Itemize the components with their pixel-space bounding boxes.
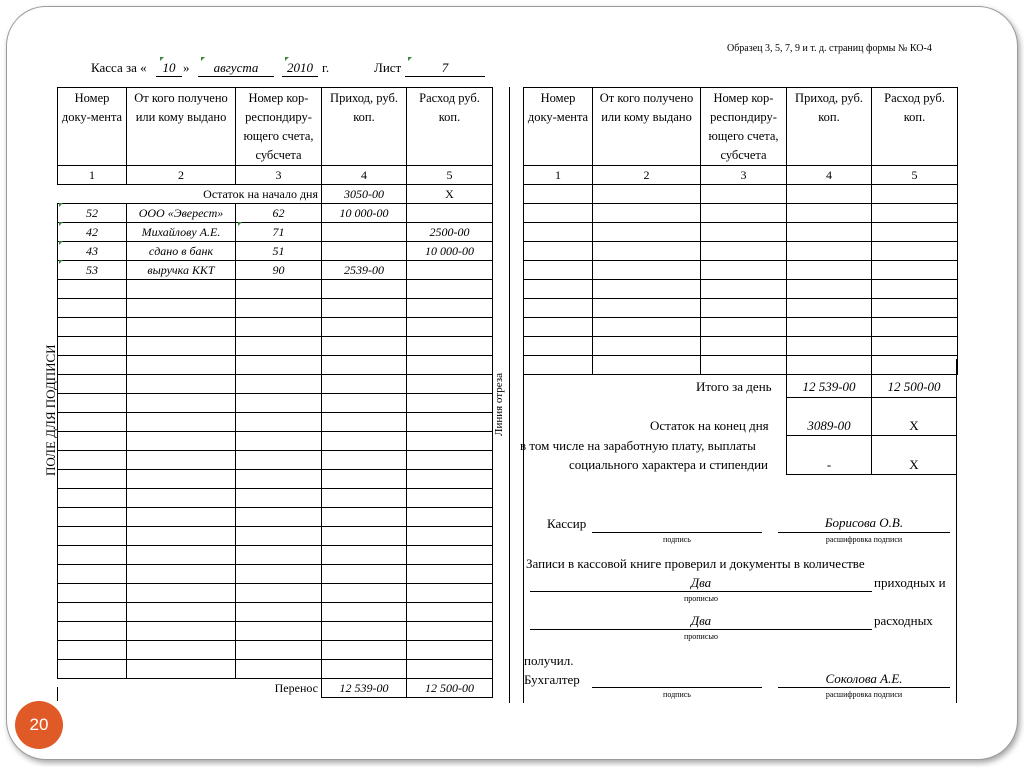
words-caption: прописью (683, 632, 719, 641)
row-doc: 43 (58, 242, 127, 261)
row-income (322, 242, 407, 261)
empty-cell (787, 185, 872, 204)
empty-cell (593, 204, 701, 223)
received-text: получил. (524, 653, 574, 668)
row-who: выручка ККТ (127, 261, 236, 280)
empty-cell (701, 280, 787, 299)
empty-cell (407, 356, 493, 375)
empty-cell (701, 261, 787, 280)
empty-row (58, 622, 493, 641)
empty-row (58, 546, 493, 565)
empty-row (58, 565, 493, 584)
empty-cell (322, 394, 407, 413)
empty-cell (322, 280, 407, 299)
empty-cell (787, 242, 872, 261)
empty-cell (236, 641, 322, 660)
empty-cell (127, 451, 236, 470)
empty-cell (524, 299, 593, 318)
empty-cell (872, 280, 958, 299)
empty-cell (872, 356, 958, 375)
empty-cell (407, 527, 493, 546)
table-row (58, 204, 493, 223)
empty-cell (701, 242, 787, 261)
empty-cell (407, 337, 493, 356)
empty-row (58, 337, 493, 356)
right-empty-rows (524, 185, 958, 375)
empty-cell (593, 261, 701, 280)
empty-cell (322, 546, 407, 565)
header-month: августа (198, 60, 274, 77)
empty-cell (407, 565, 493, 584)
empty-cell (127, 375, 236, 394)
empty-cell (407, 432, 493, 451)
empty-cell (787, 223, 872, 242)
col-header-doc: Номер доку-мента (58, 88, 127, 166)
empty-cell (872, 185, 958, 204)
empty-cell (127, 356, 236, 375)
empty-row (524, 337, 958, 356)
empty-cell (701, 318, 787, 337)
empty-cell (407, 413, 493, 432)
header-day: 10 (156, 60, 182, 77)
empty-cell (407, 394, 493, 413)
closing-label: Остаток на конец дня (650, 418, 769, 433)
empty-cell (127, 489, 236, 508)
empty-cell (58, 622, 127, 641)
empty-cell (407, 622, 493, 641)
col-number: 4 (322, 166, 407, 185)
empty-cell (524, 204, 593, 223)
empty-cell (593, 223, 701, 242)
row-who: ООО «Эверест» (127, 204, 236, 223)
empty-cell (322, 565, 407, 584)
empty-cell (872, 318, 958, 337)
decode-caption: расшифровка подписи (825, 535, 903, 544)
empty-row (58, 394, 493, 413)
total-income: 12 539-00 (802, 379, 856, 394)
empty-cell (872, 299, 958, 318)
empty-cell (127, 470, 236, 489)
empty-cell (701, 337, 787, 356)
row-doc: 42 (58, 223, 127, 242)
right-cash-table (523, 87, 958, 375)
signature-field-label: ПОЛЕ ДЛЯ ПОДПИСИ (43, 344, 58, 476)
empty-cell (593, 280, 701, 299)
empty-cell (236, 356, 322, 375)
empty-cell (236, 318, 322, 337)
empty-cell (58, 299, 127, 318)
empty-row (58, 641, 493, 660)
empty-cell (524, 185, 593, 204)
empty-cell (127, 527, 236, 546)
checked-text: Записи в кассовой книге проверил и документы в количестве (526, 556, 865, 571)
incoming-suffix: приходных и (874, 575, 946, 590)
empty-cell (407, 280, 493, 299)
table-row (58, 223, 493, 242)
total-expense: 12 500-00 (887, 379, 941, 394)
col-header-account: Номер кор-респондиру-ющего счета, субсчета (701, 88, 787, 166)
empty-cell (407, 641, 493, 660)
empty-row (58, 356, 493, 375)
empty-cell (322, 337, 407, 356)
empty-cell (407, 546, 493, 565)
row-account: 71 (236, 223, 322, 242)
header-year-suffix: г. (322, 60, 330, 75)
accountant-name: Соколова А.Е. (825, 671, 903, 686)
row-account: 90 (236, 261, 322, 280)
empty-cell (322, 318, 407, 337)
empty-cell (407, 508, 493, 527)
row-doc: 53 (58, 261, 127, 280)
col-number: 5 (872, 166, 958, 185)
header-year: 2010 (282, 60, 318, 77)
table-row (58, 242, 493, 261)
row-doc: 52 (58, 204, 127, 223)
empty-cell (322, 356, 407, 375)
cut-line-label: Линия отреза (493, 373, 505, 436)
empty-cell (127, 641, 236, 660)
empty-cell (322, 660, 407, 679)
empty-cell (593, 185, 701, 204)
empty-row (58, 508, 493, 527)
col-number: 3 (236, 166, 322, 185)
col-number: 5 (407, 166, 493, 185)
row-account: 51 (236, 242, 322, 261)
col-header-income: Приход, руб. коп. (787, 88, 872, 166)
empty-row (58, 318, 493, 337)
salary-label-line1: в том числе на заработную плату, выплаты (520, 438, 756, 453)
empty-row (58, 280, 493, 299)
empty-cell (593, 356, 701, 375)
empty-cell (236, 451, 322, 470)
empty-cell (872, 204, 958, 223)
empty-cell (787, 299, 872, 318)
col-number: 3 (701, 166, 787, 185)
signature-caption: подпись (663, 535, 691, 544)
incoming-count: Два (690, 575, 712, 590)
outgoing-count: Два (690, 613, 712, 628)
cashier-name: Борисова О.В. (824, 515, 904, 530)
empty-row (524, 204, 958, 223)
empty-cell (58, 660, 127, 679)
empty-cell (701, 185, 787, 204)
decode-caption: расшифровка подписи (825, 690, 903, 699)
empty-cell (236, 489, 322, 508)
empty-cell (322, 299, 407, 318)
empty-cell (127, 280, 236, 299)
empty-cell (236, 394, 322, 413)
col-header-account: Номер кор-респондиру-ющего счета, субсчета (236, 88, 322, 166)
empty-cell (58, 489, 127, 508)
empty-cell (236, 375, 322, 394)
empty-cell (524, 261, 593, 280)
closing-income: 3089-00 (807, 418, 851, 433)
col-number: 1 (58, 166, 127, 185)
carry-income: 12 539-00 (322, 679, 407, 698)
empty-cell (127, 432, 236, 451)
empty-cell (236, 337, 322, 356)
header-close-quote: » (183, 60, 190, 75)
empty-cell (127, 622, 236, 641)
empty-cell (58, 565, 127, 584)
carry-expense: 12 500-00 (407, 679, 493, 698)
empty-cell (524, 280, 593, 299)
empty-row (58, 603, 493, 622)
left-cash-table (57, 87, 493, 698)
empty-cell (236, 508, 322, 527)
empty-cell (872, 261, 958, 280)
empty-cell (58, 546, 127, 565)
empty-cell (127, 565, 236, 584)
empty-row (58, 299, 493, 318)
opening-expense: X (407, 185, 493, 204)
table-row (58, 261, 493, 280)
empty-row (524, 280, 958, 299)
empty-cell (127, 413, 236, 432)
empty-cell (407, 584, 493, 603)
sheet-number: 7 (405, 60, 485, 77)
empty-cell (58, 375, 127, 394)
slide-number-badge: 20 (15, 701, 63, 749)
opening-income: 3050-00 (322, 185, 407, 204)
empty-row (524, 185, 958, 204)
outgoing-suffix: расходных (874, 613, 933, 628)
empty-cell (593, 299, 701, 318)
empty-cell (127, 546, 236, 565)
empty-cell (58, 394, 127, 413)
empty-cell (524, 356, 593, 375)
row-who: сдано в банк (127, 242, 236, 261)
empty-row (58, 432, 493, 451)
empty-cell (322, 641, 407, 660)
empty-cell (872, 242, 958, 261)
empty-cell (127, 337, 236, 356)
left-empty-rows (58, 280, 493, 679)
empty-cell (58, 508, 127, 527)
empty-cell (58, 337, 127, 356)
salary-expense: X (909, 457, 919, 472)
cashier-label: Кассир (547, 516, 587, 531)
total-label: Итого за день (696, 379, 772, 394)
empty-cell (407, 318, 493, 337)
salary-label-line2: социального характера и стипендии (569, 457, 769, 472)
empty-cell (236, 432, 322, 451)
empty-cell (236, 280, 322, 299)
empty-cell (58, 451, 127, 470)
empty-row (58, 527, 493, 546)
empty-row (58, 584, 493, 603)
row-account: 62 (236, 204, 322, 223)
empty-row (58, 489, 493, 508)
empty-row (524, 242, 958, 261)
empty-cell (58, 641, 127, 660)
empty-row (58, 451, 493, 470)
col-header-income: Приход, руб. коп. (322, 88, 407, 166)
empty-cell (593, 242, 701, 261)
empty-cell (701, 204, 787, 223)
col-header-expense: Расход руб. коп. (407, 88, 493, 166)
empty-cell (701, 223, 787, 242)
row-expense: 10 000-00 (407, 242, 493, 261)
empty-cell (407, 489, 493, 508)
sheet-label: Лист (374, 60, 402, 75)
col-header-doc: Номер доку-мента (524, 88, 593, 166)
col-number: 4 (787, 166, 872, 185)
carry-over-row (58, 679, 493, 698)
empty-cell (593, 318, 701, 337)
empty-cell (58, 356, 127, 375)
salary-income: - (826, 457, 832, 472)
empty-cell (593, 337, 701, 356)
empty-cell (58, 318, 127, 337)
empty-cell (787, 337, 872, 356)
empty-cell (524, 318, 593, 337)
empty-cell (322, 508, 407, 527)
empty-cell (58, 527, 127, 546)
signature-caption: подпись (663, 690, 691, 699)
empty-cell (322, 603, 407, 622)
empty-cell (236, 413, 322, 432)
empty-cell (322, 622, 407, 641)
empty-cell (322, 413, 407, 432)
empty-cell (407, 451, 493, 470)
empty-cell (58, 413, 127, 432)
empty-cell (322, 451, 407, 470)
opening-balance-row (58, 185, 493, 204)
empty-cell (407, 470, 493, 489)
row-expense (407, 261, 493, 280)
words-caption: прописью (683, 594, 719, 603)
row-expense: 2500-00 (407, 223, 493, 242)
empty-cell (701, 356, 787, 375)
empty-cell (322, 489, 407, 508)
empty-cell (872, 337, 958, 356)
empty-cell (58, 603, 127, 622)
empty-cell (58, 584, 127, 603)
empty-cell (127, 394, 236, 413)
empty-cell (236, 622, 322, 641)
empty-cell (236, 565, 322, 584)
empty-cell (127, 508, 236, 527)
col-header-who: От кого получено или кому выдано (593, 88, 701, 166)
closing-expense: X (909, 418, 919, 433)
empty-row (58, 470, 493, 489)
col-header-who: От кого получено или кому выдано (127, 88, 236, 166)
empty-cell (322, 375, 407, 394)
empty-cell (236, 546, 322, 565)
col-number: 2 (127, 166, 236, 185)
empty-cell (701, 299, 787, 318)
row-expense (407, 204, 493, 223)
empty-cell (236, 527, 322, 546)
carry-label: Перенос (58, 679, 322, 698)
col-number: 1 (524, 166, 593, 185)
empty-cell (524, 223, 593, 242)
empty-cell (787, 318, 872, 337)
empty-cell (236, 584, 322, 603)
empty-cell (322, 432, 407, 451)
empty-row (524, 299, 958, 318)
empty-cell (524, 337, 593, 356)
empty-cell (524, 242, 593, 261)
empty-cell (58, 280, 127, 299)
empty-cell (787, 280, 872, 299)
empty-cell (127, 318, 236, 337)
empty-cell (236, 603, 322, 622)
cash-label: Касса за « (91, 60, 147, 75)
empty-cell (236, 660, 322, 679)
empty-row (524, 318, 958, 337)
empty-cell (322, 584, 407, 603)
form-sample-note: Образец 3, 5, 7, 9 и т. д. страниц формы № КО-4 (727, 43, 932, 54)
empty-cell (127, 603, 236, 622)
empty-row (524, 261, 958, 280)
empty-row (58, 660, 493, 679)
empty-cell (58, 432, 127, 451)
empty-cell (58, 470, 127, 489)
empty-cell (127, 299, 236, 318)
row-income: 10 000-00 (322, 204, 407, 223)
empty-cell (787, 204, 872, 223)
empty-cell (236, 470, 322, 489)
accountant-label: Бухгалтер (524, 672, 580, 687)
empty-cell (872, 223, 958, 242)
row-who: Михайлову А.Е. (127, 223, 236, 242)
empty-cell (787, 261, 872, 280)
empty-cell (407, 660, 493, 679)
empty-cell (407, 299, 493, 318)
empty-row (58, 413, 493, 432)
empty-row (524, 356, 958, 375)
empty-row (524, 223, 958, 242)
empty-cell (322, 527, 407, 546)
empty-cell (127, 584, 236, 603)
empty-cell (787, 356, 872, 375)
row-income (322, 223, 407, 242)
empty-row (58, 375, 493, 394)
opening-label: Остаток на начало дня (58, 185, 322, 204)
empty-cell (236, 299, 322, 318)
empty-cell (322, 470, 407, 489)
col-number: 2 (593, 166, 701, 185)
col-header-expense: Расход руб. коп. (872, 88, 958, 166)
empty-cell (407, 603, 493, 622)
row-income: 2539-00 (322, 261, 407, 280)
empty-cell (407, 375, 493, 394)
empty-cell (127, 660, 236, 679)
